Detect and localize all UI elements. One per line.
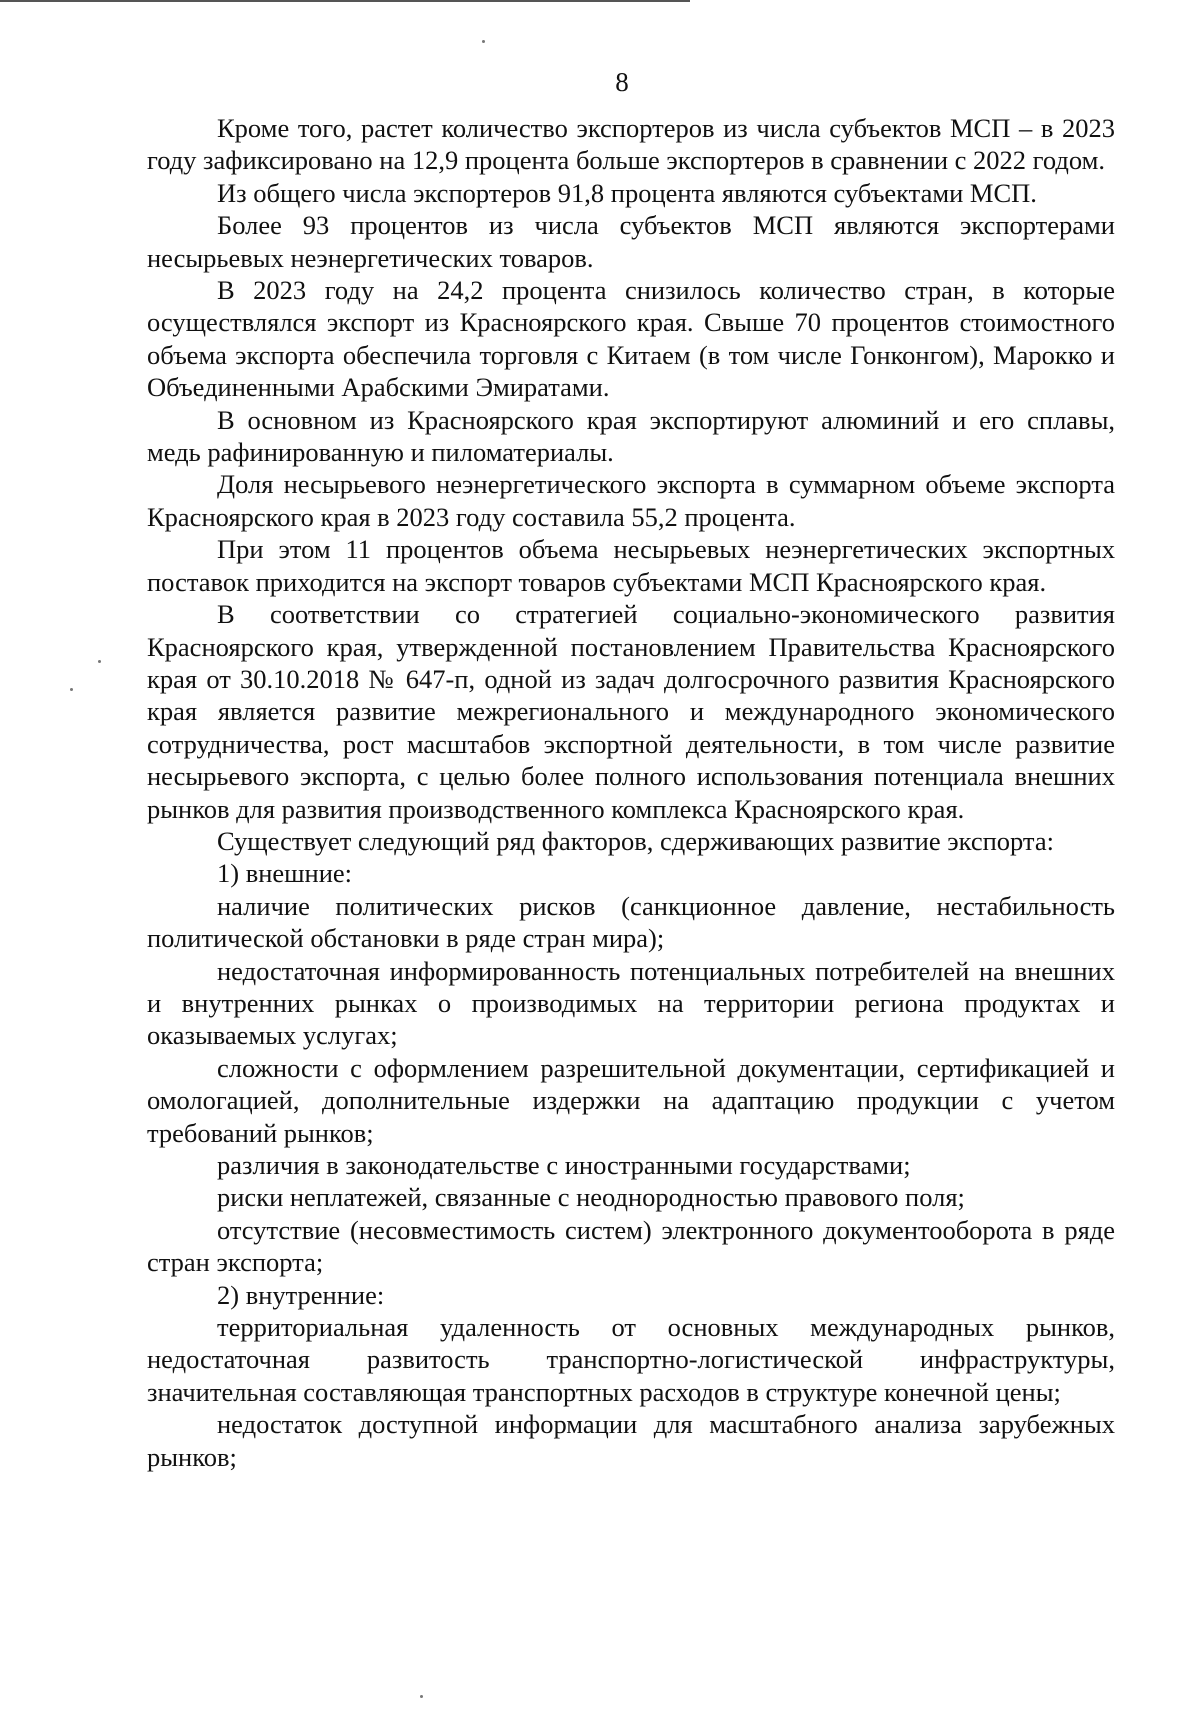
list-item: наличие политических рисков (санкционное давление, нестабильность политической обстановки в ряде стран мира); — [147, 890, 1115, 954]
scan-speck — [98, 660, 101, 663]
list-item: недостаточная информированность потенциальных потребителей на внешних и внутренних рынках о производимых на территории региона продуктах и оказываемых услугах; — [147, 955, 1115, 1051]
list-heading-internal: 2) внутренние: — [217, 1279, 385, 1310]
paragraph: Из общего числа экспортеров 91,8 процента являются субъектами МСП. — [217, 177, 1037, 208]
paragraph: Более 93 процентов из числа субъектов МСП являются экспортерами несырьевых неэнергетических товаров. — [147, 210, 1115, 273]
paragraph: При этом 11 процентов объема несырьевых неэнергетических экспортных поставок приходится на экспорт товаров субъектами МСП Красноярского края. — [147, 534, 1115, 597]
paragraph: В соответствии со стратегией социально-экономического развития Красноярского края, утвержденной постановлением Правительства Красноярского края от 30.10.2018 № 647-п, одной из задач долгосрочного развития Красноярского края является развитие межрегионального и международного экономического сотрудничества, рост масштабов экспортной деятельности, в том числе развитие несырьевого экспорта, с целью более полного использования потенциала внешних рынков для развития производственного комплекса Красноярского края. — [147, 599, 1115, 824]
list-item: сложности с оформлением разрешительной документации, сертификацией и омологацией, дополнительные издержки на адаптацию продукции с учетом требований рынков; — [147, 1052, 1115, 1148]
list-item: различия в законодательстве с иностранными государствами; — [217, 1150, 911, 1180]
scan-top-edge-line — [0, 0, 690, 2]
paragraph: Кроме того, растет количество экспортеров из числа субъектов МСП – в 2023 году зафиксировано на 12,9 процента больше экспортеров в сравнении с 2022 годом. — [147, 113, 1115, 176]
paragraph: Существует следующий ряд факторов, сдерживающих развитие экспорта: — [217, 825, 1054, 856]
page-number: 8 — [615, 67, 629, 97]
scan-speck — [70, 688, 73, 691]
paragraph: Доля несырьевого неэнергетического экспорта в суммарном объеме экспорта Красноярского края в 2023 году составила 55,2 процента. — [147, 469, 1115, 532]
scan-speck — [482, 40, 485, 43]
paragraph: В основном из Красноярского края экспортируют алюминий и его сплавы, медь рафинированную и пиломатериалы. — [147, 404, 1115, 468]
list-item: недостаток доступной информации для масштабного анализа зарубежных рынков; — [147, 1409, 1115, 1472]
scan-speck — [420, 1695, 423, 1698]
list-item: территориальная удаленность от основных международных рынков, недостаточная развитость транспортно-логистической инфраструктуры, значительная составляющая транспортных расходов в структуре конечной цены; — [147, 1312, 1115, 1407]
document-body — [147, 112, 1115, 1473]
list-item: отсутствие (несовместимость систем) электронного документооборота в ряде стран экспорта; — [147, 1214, 1115, 1278]
list-item: риски неплатежей, связанные с неоднородностью правового поля; — [217, 1182, 965, 1213]
list-heading-external: 1) внешние: — [217, 858, 353, 889]
paragraph: В 2023 году на 24,2 процента снизилось количество стран, в которые осуществлялся экспорт из Красноярского края. Свыше 70 процентов стоимостного объема экспорта обеспечила торговля с Китаем (в том числе Гонконгом), Марокко и Объединенными Арабскими Эмиратами. — [147, 275, 1115, 403]
